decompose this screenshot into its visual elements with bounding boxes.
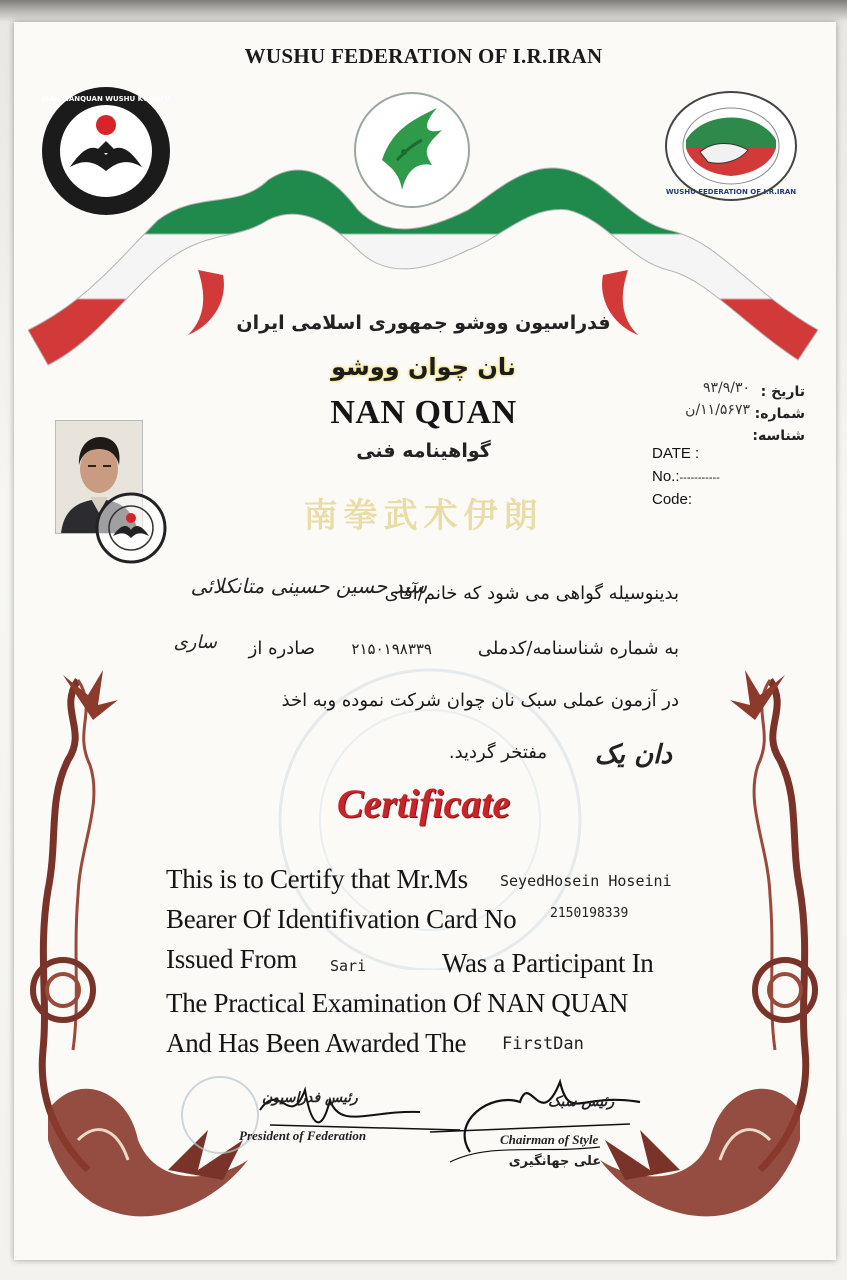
nanquan-association-logo-icon	[40, 85, 172, 217]
chairman-caption: Chairman of Style	[500, 1132, 599, 1147]
id-number-fa: ۲۱۵۰۱۹۸۳۳۹	[351, 640, 432, 658]
federation-title-en: WUSHU FEDERATION OF I.R.IRAN	[244, 44, 603, 68]
number-value: ۱۱/۵۶۷۳/ن	[685, 402, 750, 418]
date-label-en: DATE :	[652, 445, 700, 462]
style-title-fa: نان چوان ووشو	[331, 353, 516, 381]
body-fa-line4: مفتخر گردید.	[448, 742, 547, 763]
date-label-fa: تاریخ :	[760, 384, 805, 400]
chairman-name-fa: علی جهانگیری	[508, 1154, 602, 1169]
cert-en-line2: Bearer Of Identifivation Card No	[166, 904, 517, 934]
body-fa-line2-prefix: به شماره شناسنامه/کدملی	[477, 638, 679, 659]
code-label-en: Code:	[652, 491, 693, 508]
id-number-en: 2150198339	[550, 906, 629, 921]
city-fa: ساری	[173, 632, 217, 653]
federation-title-fa: فدراسیون ووشو جمهوری اسلامی ایران	[236, 312, 611, 334]
cert-en-line3b: Was a Participant In	[442, 948, 654, 978]
cert-en-line5: And Has Been Awarded The	[166, 1028, 467, 1058]
holder-name-fa: سید حسین حسینی متانکلائی	[190, 574, 427, 598]
certificate-heading: Certificate	[336, 781, 511, 826]
cert-en-line3a: Issued From	[166, 944, 297, 974]
left-logo-text: IRAN NANQUAN WUSHU KUNGFU	[41, 95, 171, 103]
style-title-en: NAN QUAN	[330, 394, 517, 431]
holder-name-en: SeyedHosein Hoseini	[500, 872, 672, 890]
president-caption: President of Federation	[239, 1128, 367, 1143]
body-fa-issued-from: صادره از	[248, 638, 315, 659]
rank-en: FirstDan	[502, 1034, 584, 1054]
chairman-handwriting: رئیس سبک	[548, 1094, 615, 1110]
city-en: Sari	[330, 957, 367, 975]
number-label-en	[652, 468, 720, 485]
cert-en-line4: The Practical Examination Of NAN QUAN	[166, 988, 629, 1018]
date-value: ۹۳/۹/۳۰	[702, 380, 750, 396]
code-label-fa: شناسه:	[752, 428, 805, 444]
cert-en-line1: This is to Certify that Mr.Ms	[166, 864, 468, 894]
center-emblem-icon	[352, 90, 472, 210]
rank-fa: دان یک	[594, 740, 672, 770]
number-label-fa: شماره:	[754, 406, 805, 422]
body-fa-line1: بدینوسیله گواهی می شود که خانم/آقای	[384, 583, 679, 604]
president-handwriting: رئیس فدراسیون	[262, 1090, 358, 1106]
technical-certificate-title-fa: گواهینامه فنی	[356, 440, 491, 462]
photo-stamp-icon	[95, 492, 167, 564]
body-fa-line3: در آزمون عملی سبک نان چوان شرکت نموده وبه اخذ	[281, 690, 679, 711]
chinese-title: 南拳武术伊朗	[303, 496, 544, 536]
right-logo-text: WUSHU FEDERATION OF I.R.IRAN	[665, 188, 797, 196]
number-label-en-text: No.:	[652, 468, 680, 485]
number-dots-en: -----------	[679, 472, 720, 484]
wushu-federation-logo-icon	[664, 90, 798, 202]
